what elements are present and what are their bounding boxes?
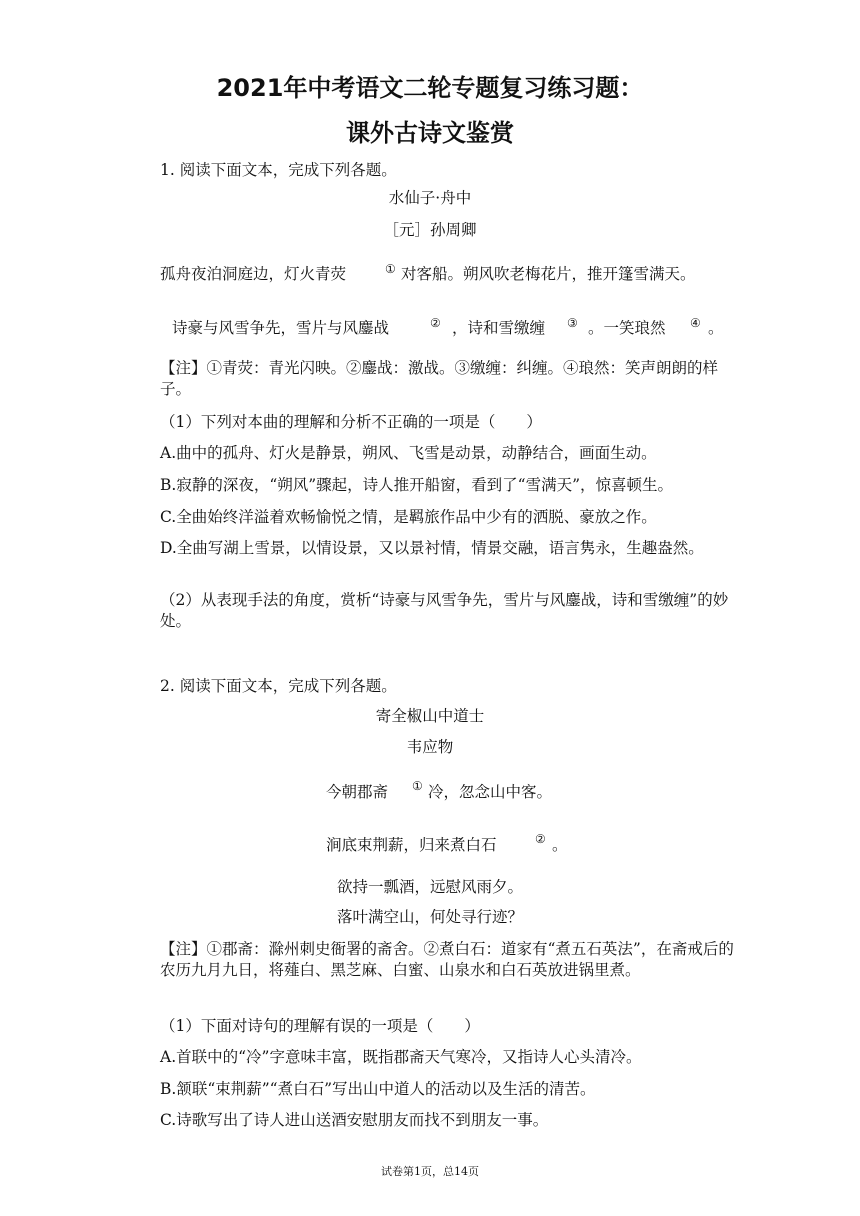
q2-intro: 2. 阅读下面文本，完成下列各题。 <box>160 677 397 695</box>
q2-sub1: （1）下面对诗句的理解有误的一项是（ ） <box>160 1017 480 1035</box>
q1-intro: 1. 阅读下面文本，完成下列各题。 <box>160 161 397 179</box>
q1-sub2: （2）从表现手法的角度，赏析“诗豪与风雪争先，雪片与风鏖战，诗和雪缴缠”的妙处。 <box>160 591 729 630</box>
q1-poem-title: 水仙子·舟中 <box>388 189 472 207</box>
q1-poem-line2-a: 诗豪与风雪争先，雪片与风鏖战 <box>172 319 390 337</box>
q2-option-b: B.颔联“束荆薪”“煮白石”写出山中道人的活动以及生活的清苦。 <box>160 1080 596 1098</box>
q1-poem-line2-b: ，诗和雪缴缠 <box>452 319 546 337</box>
q1-note: 【注】①青荧：青光闪映。②鏖战：激战。③缴缠：纠缠。④琅然：笑声朗朗的样子。 <box>160 359 719 398</box>
q2-poem-line3: 欲持一瓢酒，远慰风雨夕。 <box>336 878 523 896</box>
q1-author: ［元］孙周卿 <box>383 221 477 239</box>
q1-footnote-mark-2: ② <box>430 316 441 330</box>
q2-poem-line4: 落叶满空山，何处寻行迹？ <box>336 908 523 926</box>
q1-footnote-mark-4: ④ <box>690 316 701 330</box>
page-footer: 试卷第1页，总14页 <box>381 1165 479 1178</box>
page-title: 2021年中考语文二轮专题复习练习题： <box>216 74 644 102</box>
q2-poem-title: 寄全椒山中道士 <box>375 707 485 725</box>
q1-poem-line2-d: 。 <box>708 319 724 337</box>
q1-footnote-mark-1: ① <box>385 262 396 276</box>
q2-poem-line2-a: 涧底束荆薪，归来煮白石 <box>326 836 497 854</box>
q2-option-c: C.诗歌写出了诗人进山送酒安慰朋友而找不到朋友一事。 <box>160 1111 549 1129</box>
q1-footnote-mark-3: ③ <box>567 316 578 330</box>
q1-option-a: A.曲中的孤舟、灯火是静景，朔风、飞雪是动景，动静结合，画面生动。 <box>160 444 657 462</box>
page-subtitle: 课外古诗文鉴赏 <box>346 119 514 147</box>
q2-note: 【注】①郡斋：滁州刺史衙署的斋舍。②煮白石：道家有“煮五石英法”，在斋戒后的农历九月九日，将薤白、黑芝麻、白蜜、山泉水和白石英放进锅里煮。 <box>160 940 734 979</box>
q1-poem-line1-a: 孤舟夜泊洞庭边，灯火青荧 <box>160 265 347 283</box>
q1-sub1: （1）下列对本曲的理解和分析不正确的一项是（ ） <box>160 413 542 431</box>
q2-footnote-mark-2: ② <box>535 832 546 846</box>
q1-poem-line1-b: 对客船。朔风吹老梅花片，推开篷雪满天。 <box>401 265 696 283</box>
q2-author: 韦应物 <box>406 738 454 756</box>
q2-poem-line1-b: 冷，忽念山中客。 <box>428 783 553 801</box>
q2-poem-line2-b: 。 <box>552 836 568 854</box>
q1-option-d: D.全曲写湖上雪景，以情设景，又以景衬情，情景交融，语言隽永，生趣盎然。 <box>160 539 704 557</box>
q1-option-c: C.全曲始终洋溢着欢畅愉悦之情，是羁旅作品中少有的洒脱、豪放之作。 <box>160 508 657 526</box>
q2-footnote-mark-1: ① <box>412 779 423 793</box>
q2-poem-line1-a: 今朝郡斋 <box>326 783 389 801</box>
q1-option-b: B.寂静的深夜，“朔风”骤起，诗人推开船窗，看到了“雪满天”，惊喜顿生。 <box>160 476 674 494</box>
q1-poem-line2-c: 。一笑琅然 <box>588 319 666 337</box>
q2-option-a: A.首联中的“冷”字意味丰富，既指郡斋天气寒冷，又指诗人心头清冷。 <box>160 1048 642 1066</box>
